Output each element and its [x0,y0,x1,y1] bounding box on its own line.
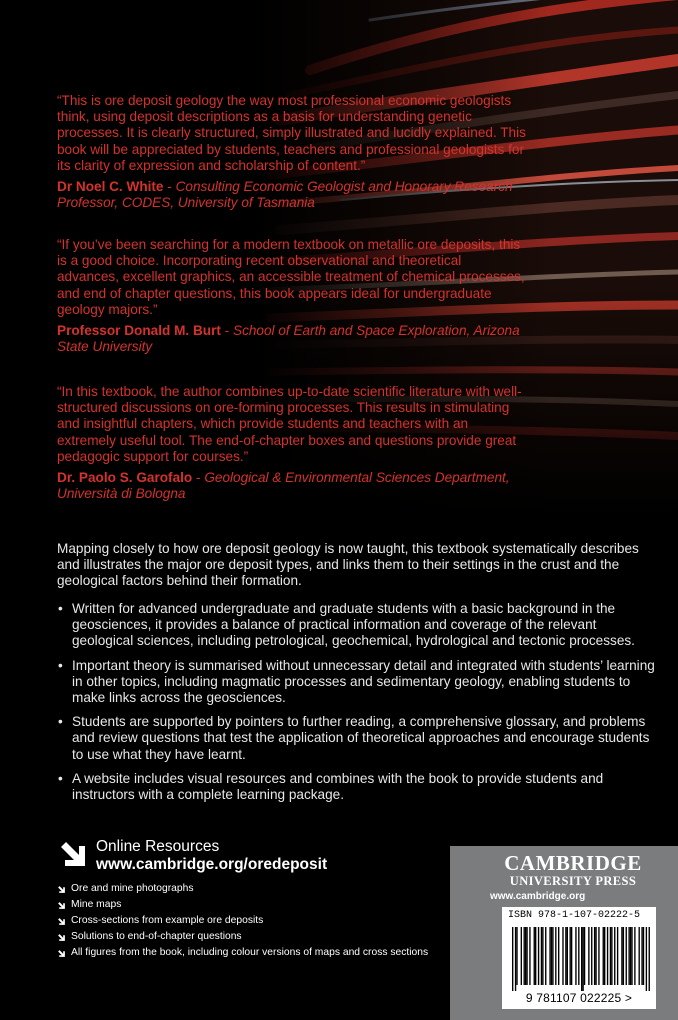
barcode-bar [617,927,618,985]
barcode-bar [525,927,526,985]
arrow-down-right-icon [57,885,66,894]
arrow-down-right-icon [57,917,66,926]
barcode-bar [542,927,543,985]
barcode-bar [621,927,622,985]
barcode-bar [582,927,583,991]
quote-affiliation: School of Earth and Space Exploration, Arizona State University [57,323,520,355]
barcode-bar [628,927,629,985]
barcode-bar [578,927,579,985]
feature-text: A website includes visual resources and combines with the book to provide students and instructors with a complete learning package. [72,770,604,803]
online-resources-title: Online Resources [96,838,220,855]
barcode-bar [538,927,539,985]
quote-text: “This is ore deposit geology the way most professional economic geologists think, using deposit descriptions as a basis for understanding genetic processes. It is clearly structured, simply illustrated and lucidly explained. This book will be appreciated by students, teachers and professional geologists for its clarity of expression and scholarship of content.” [57,93,526,173]
barcode-panel [502,907,656,1009]
quote-affiliation: Geological & Environmental Sciences Department, Università di Bologna [57,470,510,502]
barcode-bar [634,927,635,985]
barcode-bar [584,927,585,985]
barcode-bar [611,927,612,985]
quote-affiliation: Consulting Economic Geologist and Honorary Research Professor, CODES, University of Tasmania [57,179,513,211]
bullet-icon: • [58,601,63,616]
barcode-bar [581,927,582,991]
barcode-bar [575,927,576,985]
quote-text: “In this textbook, the author combines up-to-date scientific literature with well-structured discussions on ore-forming processes. This results in stimulating and insightful chapters, which provide students and teachers with an extremely useful tool. The end-of-chapter boxes and questions provide great pedagogic support for courses.” [57,384,522,464]
feature-text: Written for advanced undergraduate and graduate students with a basic background in the geosciences, it provides a balance of practical information and coverage of the relevant geological sciences, including petrological, geochemical, hydrological and tectonic processes. [72,601,635,649]
quote-author: Professor Donald M. Burt [57,323,221,339]
feature-text: Students are supported by pointers to further reading, a comprehensive glossary, and problems and review questions that test the application of theoretical approaches and encourage students to use what they have learnt. [72,714,650,762]
endorsement-3 [57,384,527,502]
quote-author: Dr Noel C. White [57,179,164,195]
barcode-bar [610,927,611,985]
feature-item [57,601,657,650]
resource-item [57,945,457,961]
barcode-bar [614,927,615,985]
barcode-bar [524,927,525,985]
barcode-bar [516,927,517,985]
resource-list [57,881,457,961]
barcode-bar [641,927,642,985]
feature-list [57,601,657,811]
quote-attribution: Dr Noel C. White - Consulting Economic Geologist and Honorary Research Professor, CODES, University of Tasmania [57,179,513,211]
publisher-name: CAMBRIDGE [504,851,642,875]
barcode-bar [552,927,553,985]
feature-item [57,771,657,803]
barcode-bar [526,927,527,985]
barcode-bar [571,927,572,985]
resource-label: Mine maps [71,899,122,910]
resource-item [57,929,457,945]
resource-item [57,897,457,913]
online-resources-link[interactable]: www.cambridge.org/oredeposit [96,856,328,873]
quote-attribution: Dr. Paolo S. Garofalo - Geological & Environmental Sciences Department, Università di Bologna [57,470,510,502]
barcode-bar [565,927,566,985]
barcode-bar [623,927,624,985]
resource-label: All figures from the book, including colour versions of maps and cross sections [71,947,429,958]
barcode-bar [631,927,632,985]
endorsement-1 [57,93,527,211]
barcode-bar [643,927,644,985]
barcode-digits: 9 781107 022225 > [525,991,633,1005]
barcode-bar [630,927,631,985]
barcode-bar [521,927,522,985]
quote-author: Dr. Paolo S. Garofalo [57,470,193,486]
quote-attribution: Professor Donald M. Burt - School of Earth and Space Exploration, Arizona State University [57,323,520,355]
feature-text: Important theory is summarised without unnecessary detail and integrated with students’ learning in other topics, including magmatic processes and sedimentary geology, enabling students to make links across the geosciences. [72,657,655,706]
barcode-bar [570,927,571,985]
barcode-bar [541,927,542,985]
barcode-bar [603,927,604,985]
publisher-panel [450,846,678,1020]
feature-item [57,714,657,763]
arrow-down-right-icon [57,949,66,958]
publisher-website[interactable]: www.cambridge.org [490,891,586,902]
bullet-icon: • [58,770,63,786]
barcode-bar [545,927,546,985]
isbn-label: ISBN 978-1-107-02222-5 [508,910,641,921]
arrow-down-right-icon [57,901,66,910]
bullet-icon: • [58,657,63,673]
barcode-bar [512,927,513,991]
resource-item [57,913,457,929]
resource-label: Solutions to end-of-chapter questions [71,931,242,942]
barcode-bar [607,927,608,985]
quote-text: “If you’ve been searching for a modern textbook on metallic ore deposits, this is a good choice. Incorporating recent observational and theoretical advances, excellent graphics, an accessible treatment of chemical processes, and end of chapter questions, this book appears ideal for undergraduate geology majors.” [57,237,525,317]
resource-item [57,881,457,897]
barcode-bar [562,927,563,985]
barcode-bar [646,927,647,991]
barcode-bar [567,927,568,985]
barcode-bar [598,927,599,985]
arrow-down-right-icon [57,933,66,942]
endorsement-2 [57,237,527,355]
feature-item [57,658,657,707]
barcode-bar [529,927,530,985]
barcode-bar [555,927,556,985]
barcode-bar [551,927,552,985]
barcode-bar [515,927,516,991]
publisher-subname: UNIVERSITY PRESS [509,874,637,888]
arrow-down-right-icon [57,838,89,870]
barcode-bar [639,927,640,985]
barcode-bar [588,927,589,985]
barcode-bar [558,927,559,985]
barcode-bar [649,927,650,991]
book-description: Mapping closely to how ore deposit geology is now taught, this textbook systematically describes and illustrates the major ore deposit types, and links them to their settings in the crust and the geological factors behind their formation. [57,541,639,589]
barcode-bar [535,927,536,985]
barcode-bar [626,927,627,985]
barcode-bar [595,927,596,985]
bullet-icon: • [58,714,63,730]
barcode-bar [534,927,535,985]
barcode-bar [594,927,595,985]
barcode [512,927,650,991]
barcode-bar [549,927,550,985]
barcode-bar [591,927,592,985]
resource-label: Cross-sections from example ore deposits [71,915,264,926]
barcode-bar [604,927,605,985]
resource-label: Ore and mine photographs [71,883,194,894]
